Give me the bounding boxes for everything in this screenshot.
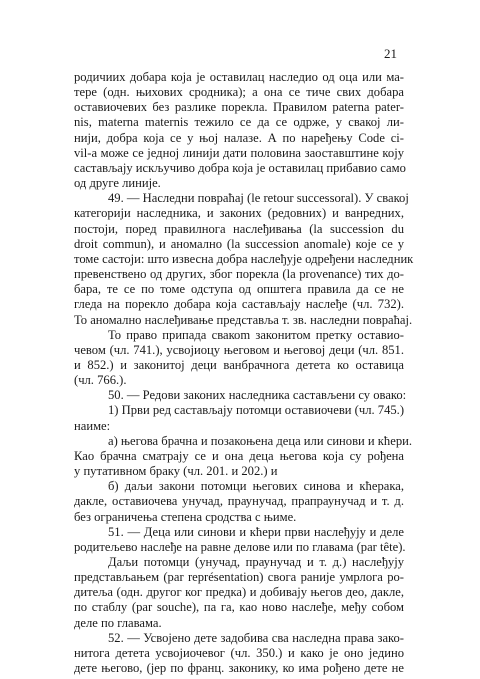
text-line: дитеља (одн. другог ког предка) и добивају његов део, дакле, [74, 585, 404, 600]
text-line: 51. — Деца или синови и кћери први наслеђују и деле [108, 524, 404, 539]
text-line: droit commun), и аномално (la succession anomale) које се у [74, 236, 404, 251]
text-line: родитељево наслеђе на равне делове или по главама (par tête). [74, 539, 406, 554]
text-line: (чл. 766.). [74, 373, 127, 388]
text-line: и 852.) и законитој деци ванбрачнога детета ко оставица [74, 357, 404, 372]
text-line: превенствено од других, због порекла (la provenance) тих до- [74, 267, 404, 282]
text-line: 49. — Наследни повраћај (le retour successoral). У свакој [108, 191, 409, 206]
text-line: nis, materna maternis тежило се да се одржe, у свакој ли- [74, 115, 404, 130]
text-line: у путативном браку (чл. 201. и 202.) и [74, 464, 278, 479]
text-line: нији, добра која се у њој налазе. А по нарeђењу Code ci- [74, 130, 404, 145]
text-line: 52. — Усвојено дете задобива сва наследна права зако- [108, 630, 404, 645]
text-line: томе састоји: што извесна добра наслеђује одређени наследник [74, 251, 414, 266]
text-line: дакле, оставиочева унучад, праунучад, прапраунучад и т. д. [74, 494, 404, 509]
text-line: састављају искључиво добра која је оставилац прибавио само [74, 160, 406, 175]
text-line: нитога детета усвојиочевог (чл. 350.) и како је оно једино [74, 645, 404, 660]
text-line: vil-а може се једној линији дати половина заоставштине коју [74, 145, 404, 160]
text-line: по стаблу (par souche), па га, као ново наслеђе, међу собом [74, 600, 404, 615]
text-line: дете његово, (јер по франц. законику, ко има рођено дете не [74, 661, 404, 676]
text-line: 1) Први ред састављају потомци оставиочеви (чл. 745.) [108, 403, 405, 418]
text-line: представљањем (par représentation) свога раније умрлога ро- [74, 570, 404, 585]
text-line: Даљи потомци (унучад, праунучад и т. д.) наслеђују [108, 555, 404, 569]
text-line: б) даљи закони потомци његових синова и кћерака, [108, 479, 404, 494]
text-line: родичиих добара која је оставилац наследио од оца или ма- [74, 70, 404, 84]
text-line: деле по главама. [74, 615, 162, 630]
text-line: чевом (чл. 741.), усвојиоцу његовом и његовој деци (чл. 851. [74, 342, 404, 357]
text-line: од друге линије. [74, 176, 161, 191]
text-line: постоји, поред правилнога наслеђивања (la succession du [74, 221, 404, 236]
text-line: Као брачна сматрају се и она деца његова која су рођена [74, 448, 404, 463]
text-line: без ограничења степена сродства с њиме. [74, 509, 297, 524]
text-line: наиме: [74, 418, 111, 433]
text-line: оставиочевих без разлике порекла. Правилом paterna pater- [74, 100, 404, 115]
page-number: 21 [384, 46, 397, 61]
text-line: тере (одн. њихових сродника); а она се тиче свих добара [74, 85, 404, 100]
body-text [74, 70, 414, 676]
text-line: То право припада свакоm законитом претку оставио- [108, 327, 404, 342]
text-line: категорији наследника, и законих (редовних) и ванредних, [74, 206, 404, 221]
text-line: То аномално наслеђивање представља т. зв. наследни повраћај. [74, 312, 413, 327]
text-line: гледа на порекло добара која састављају наслеђе (чл. 732). [74, 297, 404, 312]
text-line: а) његова брачна и позакоњена деца или синови и кћери. [108, 433, 413, 448]
text-line: бара, те се по томе одступа од општега правила да се не [74, 282, 404, 297]
text-line: 50. — Редови законих наследника састављени су овако: [108, 388, 407, 403]
